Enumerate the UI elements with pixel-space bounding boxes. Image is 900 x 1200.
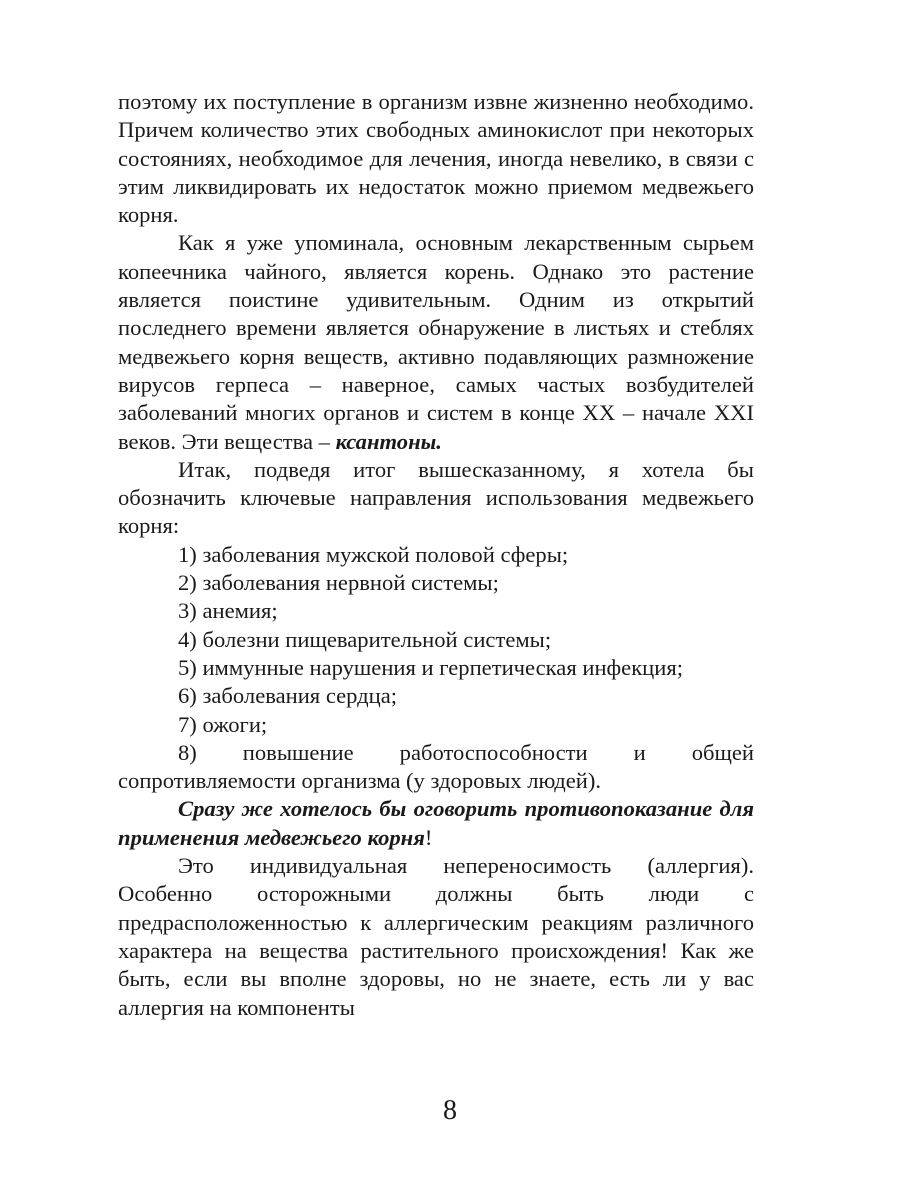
list-item: 1) заболевания мужской половой сферы; (178, 541, 569, 567)
paragraph-2 (118, 229, 754, 455)
list-item: 6) заболевания сердца; (178, 683, 398, 709)
page-body (118, 88, 754, 1022)
list-item: 5) иммунные нарушения и герпетическая инфекция; (178, 654, 684, 680)
paragraph-1: поэтому их поступление в организм извне жизненно необходимо. Причем количество этих свободных аминокислот при некоторых состояниях, необходимое для лечения, иногда невелико, в связи с этим ликвидировать их недостаток можно приемом медвежьего корня. (118, 89, 754, 228)
paragraph-5: Это индивидуальная непереносимость (аллергия). Особенно осторожными должны быть люди с предрасположенностью к аллергическим реакциям различного характера на вещества растительного происхождения! Как же быть, если вы вполне здоровы, но не знаете, есть ли у вас аллергия на компоненты (118, 853, 754, 1020)
list-item: 2) заболевания нервной системы; (178, 570, 499, 596)
usage-list (118, 541, 754, 796)
list-item: 8) повышение работоспособности и общей сопротивляемости организма (у здоровых людей). (118, 739, 754, 794)
contraindication-emphasis: Сразу же хотелось бы оговорить противопоказание для применения медвежьего корня (118, 796, 754, 850)
paragraph-4-tail: ! (424, 824, 433, 850)
paragraph-2-text: Как я уже упоминала, основным лекарственным сырьем копеечника чайного, является корень. Однако это растение является поистине удивительным. Одним из открытий последнего времени является обнаружение в листьях и стеблях медвежьего корня веществ, активно подавляющих размножение вирусов герпеса – наверное, самых частых возбудителей заболеваний многих органов и систем в конце XX – начале XXI веков. Эти вещества – (118, 230, 754, 454)
paragraph-2-emphasis: ксантоны. (335, 428, 442, 454)
paragraph-3: Итак, подведя итог вышесказанному, я хотела бы обозначить ключевые направления использования медвежьего корня: (118, 456, 754, 539)
list-item: 7) ожоги; (178, 711, 268, 737)
page-number: 8 (443, 1095, 457, 1126)
list-item: 3) анемия; (178, 598, 278, 624)
paragraph-4 (118, 795, 754, 852)
list-item: 4) болезни пищеварительной системы; (178, 626, 552, 652)
